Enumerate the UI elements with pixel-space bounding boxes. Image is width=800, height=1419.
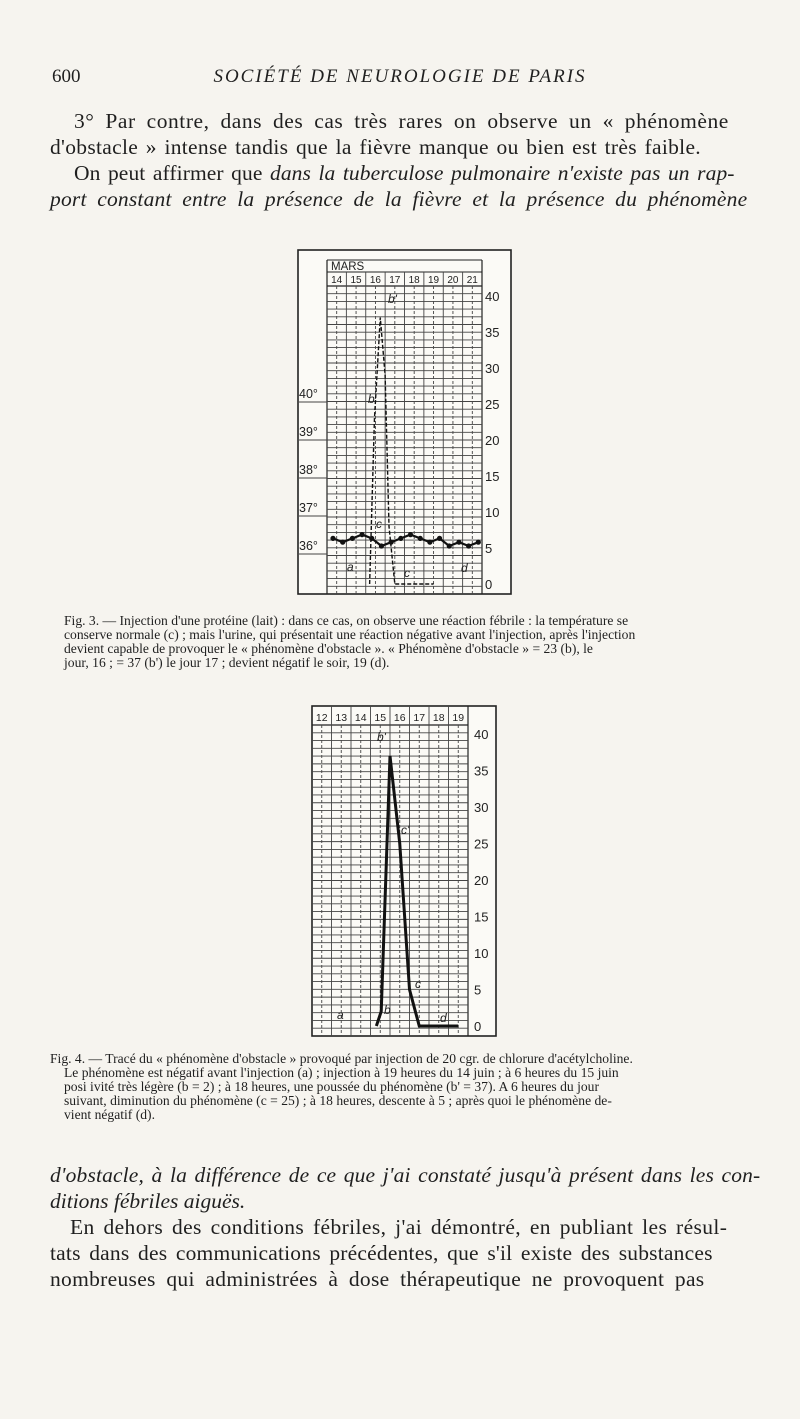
fig4-day-label: 19 xyxy=(452,712,465,724)
fig3-right-tick: 15 xyxy=(485,469,500,484)
fig3-temp-point xyxy=(398,536,403,541)
body-line-8: tats dans des communications précédentes, que s'il existe des substances xyxy=(50,1241,713,1265)
body-line-3: On peut affirmer que dans la tuberculose pulmonaire n'existe pas un rap- xyxy=(74,161,735,185)
fig3-temp-tick: 38° xyxy=(299,463,318,477)
fig3-point-label: d xyxy=(461,561,468,575)
body-line-6: ditions fébriles aiguës. xyxy=(50,1189,246,1213)
fig3-temp-point xyxy=(330,536,335,541)
fig3-point-label: c xyxy=(404,566,410,580)
fig3-header-label: MARS xyxy=(331,261,365,273)
running-title: SOCIÉTÉ DE NEUROLOGIE DE PARIS xyxy=(213,66,587,87)
fig4-caption-line-1: Fig. 4. — Tracé du « phénomène d'obstacle » provoqué par injection de 20 cgr. de chlorure d'acétylcholine. xyxy=(50,1051,633,1066)
fig4-caption-line-5: vient négatif (d). xyxy=(64,1107,155,1122)
fig3-right-tick: 30 xyxy=(485,361,500,376)
fig3-day-label: 15 xyxy=(350,275,362,286)
fig3-day-label: 21 xyxy=(466,275,478,286)
fig4-caption-line-3: posi ivité très légère (b = 2) ; à 18 heures, une poussée du phénomène (b' = 37). A 6 heures du jour xyxy=(64,1079,599,1094)
fig3-temp-point xyxy=(408,532,413,537)
fig3-right-tick: 25 xyxy=(485,397,500,412)
fig3-temp-point xyxy=(359,532,364,537)
fig3-caption-line-2: conserve normale (c) ; mais l'urine, qui présentait une réaction négative avant l'injection, après l'injection xyxy=(64,627,636,642)
fig4-right-tick: 5 xyxy=(474,982,482,998)
body-line-4: port constant entre la présence de la fièvre et la présence du phénomène xyxy=(50,187,748,211)
fig4-day-label: 15 xyxy=(374,712,387,724)
fig4-day-label: 14 xyxy=(354,712,367,724)
fig4-point-label: b' xyxy=(377,730,386,744)
fig4-right-tick: 20 xyxy=(474,873,489,888)
body-line-1: 3° Par contre, dans des cas très rares on observe un « phénomène xyxy=(74,109,729,133)
fig3-temp-tick: 36° xyxy=(299,539,318,553)
fig3-temp-tick: 40° xyxy=(299,387,318,401)
fig3-temp-point xyxy=(437,536,442,541)
fig4-day-label: 16 xyxy=(393,712,406,724)
fig4-caption-line-4: suivant, diminution du phénomène (c = 25) ; à 18 heures, descente à 5 ; après quoi le phénomène de- xyxy=(64,1093,612,1108)
fig3-temp-point xyxy=(476,540,481,545)
fig4-point-label: a xyxy=(337,1008,344,1022)
fig4-right-tick: 15 xyxy=(474,909,489,925)
page-header xyxy=(50,66,750,92)
body-line-2: d'obstacle » intense tandis que la fièvre manque ou bien est très faible. xyxy=(50,135,701,159)
figure-3-chart xyxy=(290,240,520,600)
page-number: 600 xyxy=(52,66,81,87)
fig3-point-label: b xyxy=(368,392,375,406)
fig4-day-label: 18 xyxy=(432,712,445,724)
fig4-point-label: b xyxy=(384,1003,391,1017)
fig3-right-tick: 35 xyxy=(485,325,500,340)
body-line-7: En dehors des conditions fébriles, j'ai démontré, en publiant les résul- xyxy=(70,1215,728,1239)
fig3-point-label: a xyxy=(347,560,354,574)
fig3-right-tick: 20 xyxy=(485,433,500,448)
fig4-caption-line-2: Le phénomène est négatif avant l'injection (a) ; injection à 19 heures du 14 juin ; à 6 heures du 15 juin xyxy=(64,1065,619,1080)
body-line-9: nombreuses qui administrées à dose thérapeutique ne provoquent pas xyxy=(50,1267,705,1291)
fig4-right-tick: 35 xyxy=(474,763,489,779)
fig3-caption-line-3: devient capable de provoquer le « phénomène d'obstacle ». « Phénomène d'obstacle » = 23 (b), le xyxy=(64,641,593,656)
fig3-day-label: 19 xyxy=(428,275,440,286)
fig3-temp-point xyxy=(369,536,374,541)
fig3-point-label: b' xyxy=(388,292,397,306)
fig3-caption-line-4: jour, 16 ; = 37 (b') le jour 17 ; devient négatif le soir, 19 (d). xyxy=(64,655,390,670)
fig3-temp-point xyxy=(447,543,452,548)
fig4-right-tick: 30 xyxy=(474,800,489,815)
fig3-temp-point xyxy=(379,543,384,548)
fig4-right-tick: 25 xyxy=(474,836,489,852)
fig3-day-label: 16 xyxy=(369,275,381,286)
fig3-temp-point xyxy=(427,540,432,545)
figure-4-chart xyxy=(305,700,505,1042)
fig3-temp-point xyxy=(466,543,471,548)
fig3-day-label: 14 xyxy=(331,275,343,286)
fig4-day-label: 12 xyxy=(315,712,328,724)
fig4-day-label: 17 xyxy=(413,712,426,724)
fig3-right-tick: 40 xyxy=(485,289,500,304)
fig3-temp-point xyxy=(389,540,394,545)
fig3-temp-point xyxy=(340,540,345,545)
fig4-right-tick: 10 xyxy=(474,946,489,961)
fig3-temp-point xyxy=(418,536,423,541)
fig3-temp-point xyxy=(456,540,461,545)
fig3-temp-tick: 39° xyxy=(299,425,318,439)
fig3-day-label: 17 xyxy=(389,275,401,286)
fig4-point-label: c' xyxy=(401,823,410,837)
fig3-temp-point xyxy=(350,536,355,541)
fig4-right-tick: 0 xyxy=(474,1019,482,1034)
fig3-day-label: 18 xyxy=(408,275,420,286)
fig3-right-tick: 5 xyxy=(485,541,493,556)
fig3-day-label: 20 xyxy=(447,275,459,286)
body-line-5: d'obstacle, à la différence de ce que j'ai constaté jusqu'à présent dans les con- xyxy=(50,1163,761,1187)
fig3-right-tick: 10 xyxy=(485,505,500,520)
fig4-day-label: 13 xyxy=(335,712,348,724)
fig3-caption-line-1: Fig. 3. — Injection d'une protéine (lait) : dans ce cas, on observe une réaction fébrile : la température se xyxy=(64,613,629,628)
fig4-point-label: d xyxy=(440,1011,447,1025)
fig3-point-label: c xyxy=(376,517,382,531)
fig4-right-tick: 40 xyxy=(474,727,489,742)
fig4-point-label: c xyxy=(415,977,421,991)
fig3-temp-tick: 37° xyxy=(299,501,318,515)
fig3-right-tick: 0 xyxy=(485,577,493,592)
